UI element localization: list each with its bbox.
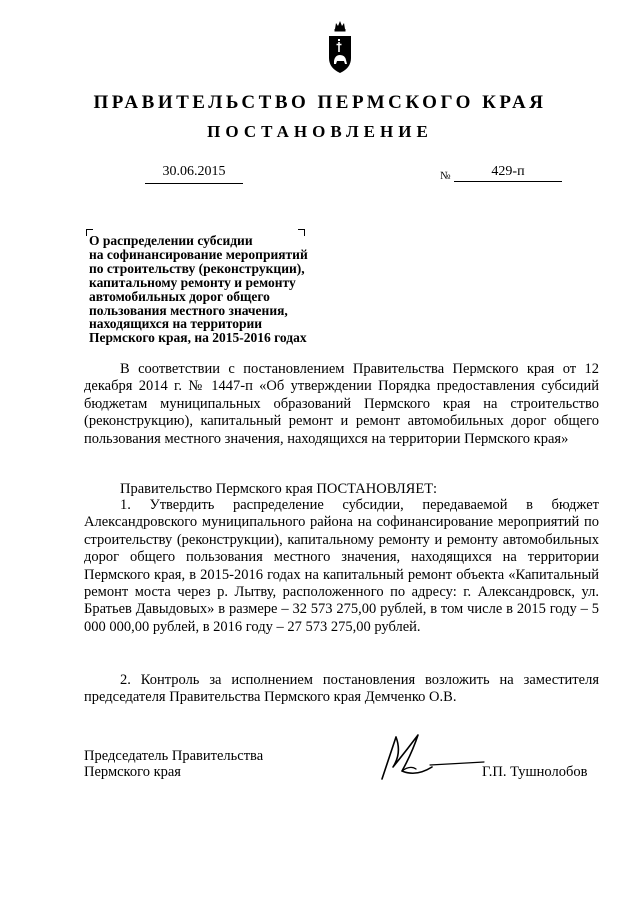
signer-name: Г.П. Тушнолобов [482,764,588,780]
item-1-paragraph: 1. Утвердить распределение субсидии, передаваемой в бюджет Александровского муниципального района на софинансирование мероприятий по строительству (реконструкции), капитальному ремонту и ремонту автомобильных дорог общего пользования местного значения, находящихся на территории Пермского края, в 2015-2016 годах на капитальный ремонт объекта «Капитальный ремонт моста через р. Лытву, расположенного по адресу: г. Александровск, ул. Братьев Давыдовых» в размере – 32 573 275,00 рублей, в том числе в 2015 году – 5 000 000,00 рублей, в 2016 году – 27 573 275,00 рублей. [84,497,599,635]
subject-line: пользования местного значения, [89,302,288,318]
document-date: 30.06.2015 [162,164,226,179]
subject-line: Пермского края, на 2015-2016 годах [89,330,307,346]
signer-title-line-2: Пермского края [84,764,181,780]
subject-line: автомобильных дорог общего [89,288,270,304]
subject-line: О распределении субсидии [89,233,253,248]
perm-krai-coat-of-arms-icon [326,18,354,78]
preamble-paragraph: В соответствии с постановлением Правительства Пермского края от 12 декабря 2014 г. № 1447-п «Об утверждении Порядка предоставления субсидий бюджетам муниципальных образований Пермского края на строительство (реконструкцию), капитальный ремонт и ремонт автомобильных дорог общего пользования местного значения, находящихся на территории Пермского края» [84,361,599,447]
government-title: ПРАВИТЕЛЬСТВО ПЕРМСКОГО КРАЯ [93,92,547,113]
item-2-block [84,672,599,707]
document-type-title: ПОСТАНОВЛЕНИЕ [207,122,433,141]
number-sign: № [440,170,451,182]
subject-line: по строительству (реконструкции), [89,260,305,276]
subject-line: находящихся на территории [89,316,263,332]
handwritten-signature-icon [372,727,488,787]
preamble-block [84,361,599,448]
signer-title-line-1: Председатель Правительства [84,748,264,764]
subject-line: капитальному ремонту и ремонту [89,274,296,290]
signer-title [84,748,263,780]
date-underline [145,183,243,184]
number-underline [454,181,562,182]
subject-line: на софинансирование мероприятий [89,246,308,262]
item-2-paragraph: 2. Контроль за исполнением постановления возложить на заместителя председателя Правительства Пермского края Демченко О.В. [84,672,599,706]
resolves-paragraph: Правительство Пермского края ПОСТАНОВЛЯЕТ: [120,481,438,497]
document-number: 429-п [491,164,525,179]
document-subject [89,234,349,345]
resolves-block [84,481,599,498]
item-1-block [84,497,599,636]
